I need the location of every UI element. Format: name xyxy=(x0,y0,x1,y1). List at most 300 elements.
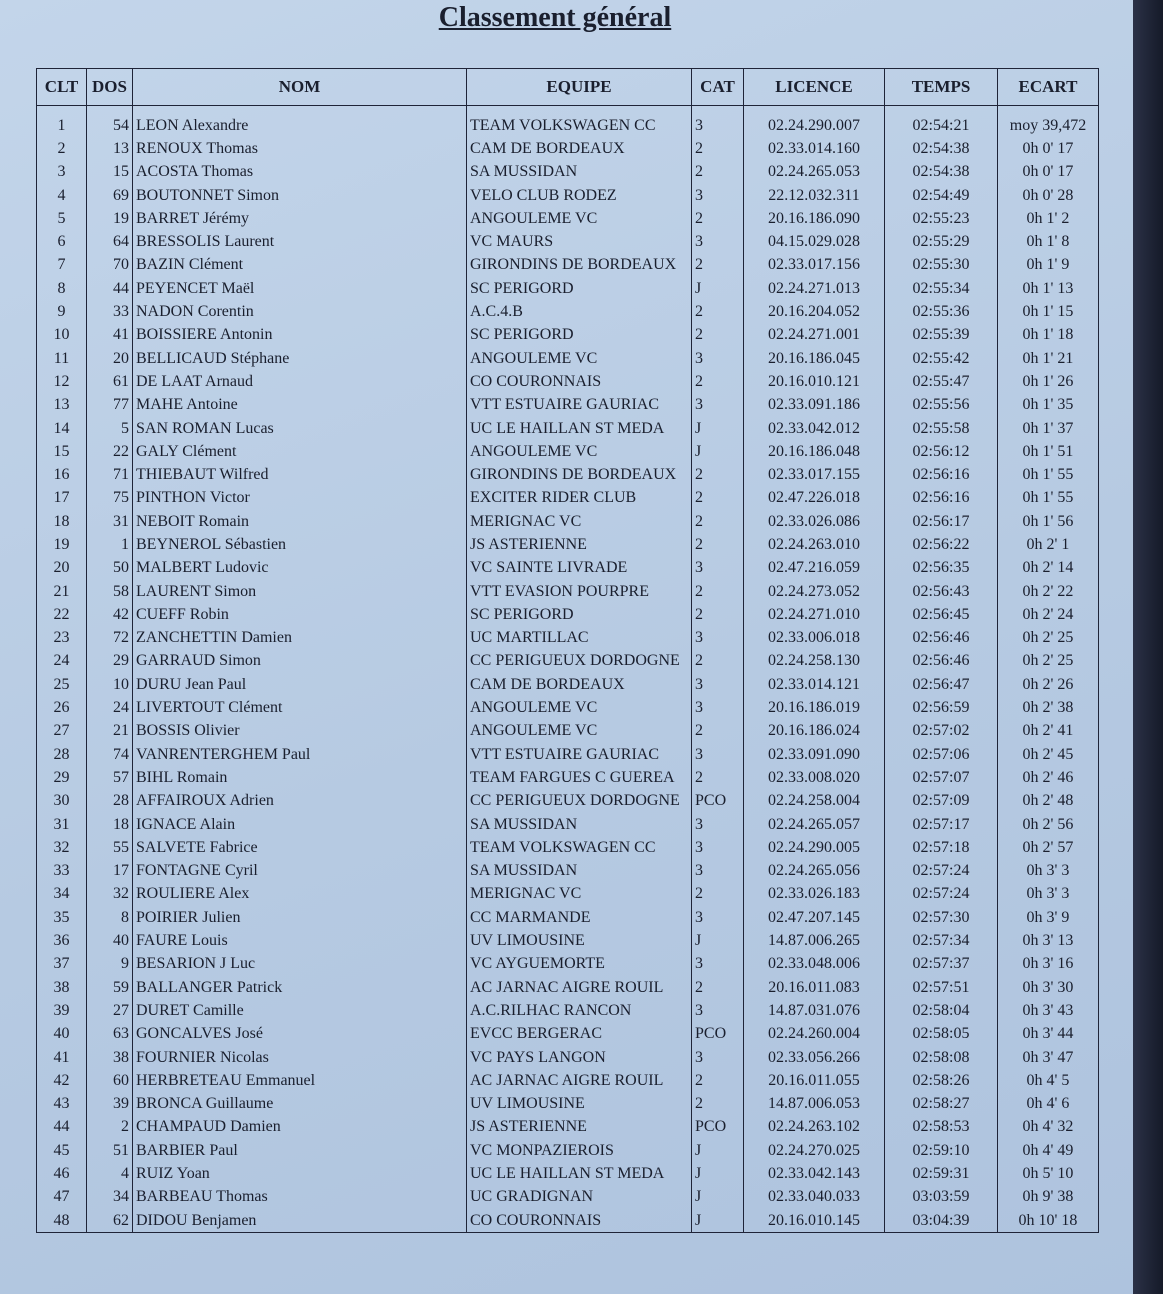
cell-dos: 15 xyxy=(87,161,133,184)
cell-ecart: 0h 1' 51 xyxy=(998,440,1099,463)
cell-nom: DURU Jean Paul xyxy=(133,673,467,696)
cell-dos: 58 xyxy=(87,580,133,603)
cell-licence: 22.12.032.311 xyxy=(744,184,885,207)
cell-equipe: CAM DE BORDEAUX xyxy=(467,137,692,160)
cell-clt: 40 xyxy=(37,1023,87,1046)
cell-clt: 6 xyxy=(37,230,87,253)
cell-cat: 2 xyxy=(692,324,744,347)
cell-licence: 02.24.290.007 xyxy=(744,106,885,138)
cell-clt: 18 xyxy=(37,510,87,533)
cell-temps: 02:55:29 xyxy=(885,230,998,253)
cell-equipe: TEAM VOLKSWAGEN CC xyxy=(467,106,692,138)
cell-ecart: 0h 9' 38 xyxy=(998,1186,1099,1209)
cell-ecart: moy 39,472 xyxy=(998,106,1099,138)
cell-dos: 31 xyxy=(87,510,133,533)
cell-equipe: A.C.4.B xyxy=(467,300,692,323)
table-row xyxy=(37,976,1099,999)
cell-dos: 1 xyxy=(87,533,133,556)
cell-licence: 02.33.040.033 xyxy=(744,1186,885,1209)
cell-temps: 02:56:12 xyxy=(885,440,998,463)
cell-dos: 5 xyxy=(87,417,133,440)
cell-equipe: UC LE HAILLAN ST MEDA xyxy=(467,417,692,440)
cell-cat: 2 xyxy=(692,1069,744,1092)
cell-clt: 26 xyxy=(37,696,87,719)
cell-clt: 9 xyxy=(37,300,87,323)
cell-equipe: EVCC BERGERAC xyxy=(467,1023,692,1046)
cell-cat: 3 xyxy=(692,813,744,836)
table-row xyxy=(37,929,1099,952)
cell-ecart: 0h 2' 46 xyxy=(998,766,1099,789)
table-row xyxy=(37,1092,1099,1115)
cell-ecart: 0h 0' 28 xyxy=(998,184,1099,207)
cell-nom: BAZIN Clément xyxy=(133,254,467,277)
cell-ecart: 0h 1' 56 xyxy=(998,510,1099,533)
cell-cat: 3 xyxy=(692,906,744,929)
table-row xyxy=(37,650,1099,673)
cell-licence: 02.24.273.052 xyxy=(744,580,885,603)
cell-clt: 24 xyxy=(37,650,87,673)
cell-equipe: SC PERIGORD xyxy=(467,324,692,347)
cell-ecart: 0h 1' 21 xyxy=(998,347,1099,370)
cell-clt: 14 xyxy=(37,417,87,440)
cell-dos: 18 xyxy=(87,813,133,836)
table-row xyxy=(37,1209,1099,1233)
cell-dos: 9 xyxy=(87,953,133,976)
cell-dos: 41 xyxy=(87,324,133,347)
cell-temps: 02:58:04 xyxy=(885,999,998,1022)
cell-clt: 28 xyxy=(37,743,87,766)
cell-licence: 02.33.091.090 xyxy=(744,743,885,766)
cell-clt: 42 xyxy=(37,1069,87,1092)
cell-dos: 55 xyxy=(87,836,133,859)
cell-equipe: VTT ESTUAIRE GAURIAC xyxy=(467,394,692,417)
cell-clt: 31 xyxy=(37,813,87,836)
table-row xyxy=(37,533,1099,556)
table-row xyxy=(37,370,1099,393)
cell-clt: 35 xyxy=(37,906,87,929)
cell-dos: 17 xyxy=(87,860,133,883)
cell-cat: 3 xyxy=(692,557,744,580)
cell-equipe: MERIGNAC VC xyxy=(467,510,692,533)
cell-dos: 57 xyxy=(87,766,133,789)
table-row xyxy=(37,999,1099,1022)
cell-nom: GONCALVES José xyxy=(133,1023,467,1046)
cell-ecart: 0h 1' 55 xyxy=(998,463,1099,486)
cell-nom: CHAMPAUD Damien xyxy=(133,1116,467,1139)
cell-temps: 02:55:36 xyxy=(885,300,998,323)
cell-equipe: VC MONPAZIEROIS xyxy=(467,1139,692,1162)
table-row xyxy=(37,324,1099,347)
cell-licence: 20.16.010.145 xyxy=(744,1209,885,1233)
cell-dos: 62 xyxy=(87,1209,133,1233)
table-row xyxy=(37,207,1099,230)
cell-licence: 02.24.271.010 xyxy=(744,603,885,626)
cell-licence: 02.47.207.145 xyxy=(744,906,885,929)
cell-nom: DIDOU Benjamen xyxy=(133,1209,467,1233)
cell-ecart: 0h 2' 56 xyxy=(998,813,1099,836)
cell-dos: 39 xyxy=(87,1092,133,1115)
cell-clt: 48 xyxy=(37,1209,87,1233)
cell-clt: 37 xyxy=(37,953,87,976)
table-row xyxy=(37,860,1099,883)
cell-clt: 46 xyxy=(37,1162,87,1185)
cell-equipe: ANGOULEME VC xyxy=(467,720,692,743)
cell-ecart: 0h 3' 3 xyxy=(998,883,1099,906)
cell-clt: 33 xyxy=(37,860,87,883)
cell-nom: THIEBAUT Wilfred xyxy=(133,463,467,486)
cell-temps: 02:58:26 xyxy=(885,1069,998,1092)
header-temps: TEMPS xyxy=(885,69,998,106)
cell-licence: 02.33.042.012 xyxy=(744,417,885,440)
cell-dos: 19 xyxy=(87,207,133,230)
cell-temps: 02:56:43 xyxy=(885,580,998,603)
table-row xyxy=(37,510,1099,533)
cell-clt: 13 xyxy=(37,394,87,417)
table-row xyxy=(37,300,1099,323)
cell-equipe: UV LIMOUSINE xyxy=(467,929,692,952)
cell-equipe: UV LIMOUSINE xyxy=(467,1092,692,1115)
cell-dos: 33 xyxy=(87,300,133,323)
cell-ecart: 0h 3' 30 xyxy=(998,976,1099,999)
header-ecart: ECART xyxy=(998,69,1099,106)
cell-clt: 34 xyxy=(37,883,87,906)
cell-nom: POIRIER Julien xyxy=(133,906,467,929)
cell-cat: 3 xyxy=(692,347,744,370)
cell-equipe: VC MAURS xyxy=(467,230,692,253)
cell-nom: SAN ROMAN Lucas xyxy=(133,417,467,440)
table-row xyxy=(37,743,1099,766)
cell-cat: 2 xyxy=(692,580,744,603)
cell-ecart: 0h 1' 35 xyxy=(998,394,1099,417)
cell-clt: 39 xyxy=(37,999,87,1022)
cell-ecart: 0h 10' 18 xyxy=(998,1209,1099,1233)
cell-clt: 41 xyxy=(37,1046,87,1069)
cell-ecart: 0h 1' 15 xyxy=(998,300,1099,323)
cell-temps: 02:57:24 xyxy=(885,860,998,883)
cell-temps: 02:57:18 xyxy=(885,836,998,859)
cell-temps: 02:57:09 xyxy=(885,790,998,813)
cell-nom: AFFAIROUX Adrien xyxy=(133,790,467,813)
cell-equipe: UC MARTILLAC xyxy=(467,627,692,650)
cell-temps: 02:55:23 xyxy=(885,207,998,230)
cell-licence: 02.47.226.018 xyxy=(744,487,885,510)
table-row xyxy=(37,906,1099,929)
cell-clt: 21 xyxy=(37,580,87,603)
cell-cat: 3 xyxy=(692,627,744,650)
cell-nom: BOISSIERE Antonin xyxy=(133,324,467,347)
cell-equipe: VTT ESTUAIRE GAURIAC xyxy=(467,743,692,766)
cell-licence: 20.16.010.121 xyxy=(744,370,885,393)
cell-temps: 02:56:47 xyxy=(885,673,998,696)
cell-licence: 02.33.048.006 xyxy=(744,953,885,976)
cell-temps: 02:56:17 xyxy=(885,510,998,533)
cell-clt: 8 xyxy=(37,277,87,300)
cell-dos: 77 xyxy=(87,394,133,417)
cell-nom: FONTAGNE Cyril xyxy=(133,860,467,883)
cell-equipe: VC SAINTE LIVRADE xyxy=(467,557,692,580)
cell-cat: J xyxy=(692,1209,744,1233)
cell-cat: 3 xyxy=(692,743,744,766)
cell-cat: 3 xyxy=(692,999,744,1022)
cell-cat: 3 xyxy=(692,860,744,883)
cell-temps: 02:56:35 xyxy=(885,557,998,580)
cell-ecart: 0h 3' 16 xyxy=(998,953,1099,976)
cell-nom: FAURE Louis xyxy=(133,929,467,952)
cell-cat: 2 xyxy=(692,720,744,743)
table-row xyxy=(37,1162,1099,1185)
cell-licence: 14.87.006.053 xyxy=(744,1092,885,1115)
cell-licence: 20.16.011.055 xyxy=(744,1069,885,1092)
cell-licence: 20.16.011.083 xyxy=(744,976,885,999)
cell-ecart: 0h 2' 38 xyxy=(998,696,1099,719)
cell-dos: 44 xyxy=(87,277,133,300)
cell-nom: MALBERT Ludovic xyxy=(133,557,467,580)
cell-ecart: 0h 2' 26 xyxy=(998,673,1099,696)
cell-licence: 02.33.026.086 xyxy=(744,510,885,533)
table-row xyxy=(37,836,1099,859)
cell-licence: 02.24.265.056 xyxy=(744,860,885,883)
cell-clt: 3 xyxy=(37,161,87,184)
cell-ecart: 0h 1' 9 xyxy=(998,254,1099,277)
cell-temps: 02:56:16 xyxy=(885,487,998,510)
cell-equipe: AC JARNAC AIGRE ROUIL xyxy=(467,976,692,999)
table-row xyxy=(37,417,1099,440)
cell-licence: 02.24.265.053 xyxy=(744,161,885,184)
cell-licence: 02.24.271.013 xyxy=(744,277,885,300)
cell-temps: 02:55:47 xyxy=(885,370,998,393)
cell-ecart: 0h 1' 37 xyxy=(998,417,1099,440)
cell-licence: 02.33.042.143 xyxy=(744,1162,885,1185)
cell-licence: 02.24.258.004 xyxy=(744,790,885,813)
table-row xyxy=(37,1069,1099,1092)
cell-nom: SALVETE Fabrice xyxy=(133,836,467,859)
cell-cat: J xyxy=(692,440,744,463)
table-row xyxy=(37,580,1099,603)
cell-licence: 14.87.031.076 xyxy=(744,999,885,1022)
cell-equipe: CC PERIGUEUX DORDOGNE xyxy=(467,650,692,673)
cell-nom: GALY Clément xyxy=(133,440,467,463)
cell-dos: 24 xyxy=(87,696,133,719)
cell-ecart: 0h 5' 10 xyxy=(998,1162,1099,1185)
cell-cat: 2 xyxy=(692,1092,744,1115)
cell-temps: 02:58:05 xyxy=(885,1023,998,1046)
cell-temps: 02:57:17 xyxy=(885,813,998,836)
cell-ecart: 0h 2' 14 xyxy=(998,557,1099,580)
cell-licence: 02.24.290.005 xyxy=(744,836,885,859)
cell-equipe: CO COURONNAIS xyxy=(467,1209,692,1233)
cell-nom: RENOUX Thomas xyxy=(133,137,467,160)
table-row xyxy=(37,106,1099,138)
table-row xyxy=(37,394,1099,417)
table-row xyxy=(37,1046,1099,1069)
cell-nom: BELLICAUD Stéphane xyxy=(133,347,467,370)
cell-clt: 29 xyxy=(37,766,87,789)
cell-temps: 02:54:38 xyxy=(885,137,998,160)
table-row xyxy=(37,463,1099,486)
cell-temps: 02:58:27 xyxy=(885,1092,998,1115)
table-row xyxy=(37,277,1099,300)
cell-nom: BARBIER Paul xyxy=(133,1139,467,1162)
cell-dos: 72 xyxy=(87,627,133,650)
cell-equipe: VELO CLUB RODEZ xyxy=(467,184,692,207)
cell-clt: 20 xyxy=(37,557,87,580)
cell-nom: LAURENT Simon xyxy=(133,580,467,603)
results-table xyxy=(36,68,1099,1233)
cell-equipe: UC GRADIGNAN xyxy=(467,1186,692,1209)
table-row xyxy=(37,603,1099,626)
cell-nom: CUEFF Robin xyxy=(133,603,467,626)
cell-dos: 21 xyxy=(87,720,133,743)
cell-ecart: 0h 4' 5 xyxy=(998,1069,1099,1092)
cell-cat: 3 xyxy=(692,394,744,417)
cell-licence: 02.24.271.001 xyxy=(744,324,885,347)
cell-equipe: ANGOULEME VC xyxy=(467,440,692,463)
cell-cat: 2 xyxy=(692,650,744,673)
cell-licence: 02.33.056.266 xyxy=(744,1046,885,1069)
cell-cat: PCO xyxy=(692,790,744,813)
cell-temps: 02:57:07 xyxy=(885,766,998,789)
cell-equipe: CAM DE BORDEAUX xyxy=(467,673,692,696)
cell-cat: 2 xyxy=(692,487,744,510)
cell-temps: 03:03:59 xyxy=(885,1186,998,1209)
cell-temps: 02:58:08 xyxy=(885,1046,998,1069)
cell-nom: BESARION J Luc xyxy=(133,953,467,976)
cell-ecart: 0h 2' 45 xyxy=(998,743,1099,766)
cell-ecart: 0h 1' 2 xyxy=(998,207,1099,230)
table-row xyxy=(37,557,1099,580)
results-body xyxy=(37,106,1099,1233)
cell-temps: 02:56:16 xyxy=(885,463,998,486)
cell-cat: 3 xyxy=(692,184,744,207)
cell-ecart: 0h 1' 8 xyxy=(998,230,1099,253)
cell-clt: 7 xyxy=(37,254,87,277)
cell-cat: 2 xyxy=(692,883,744,906)
cell-clt: 44 xyxy=(37,1116,87,1139)
cell-clt: 38 xyxy=(37,976,87,999)
cell-nom: ZANCHETTIN Damien xyxy=(133,627,467,650)
cell-ecart: 0h 2' 41 xyxy=(998,720,1099,743)
cell-licence: 02.24.265.057 xyxy=(744,813,885,836)
cell-dos: 71 xyxy=(87,463,133,486)
table-row xyxy=(37,137,1099,160)
cell-dos: 20 xyxy=(87,347,133,370)
cell-cat: 2 xyxy=(692,976,744,999)
cell-cat: 2 xyxy=(692,161,744,184)
cell-licence: 02.24.263.010 xyxy=(744,533,885,556)
cell-equipe: MERIGNAC VC xyxy=(467,883,692,906)
cell-temps: 02:55:56 xyxy=(885,394,998,417)
cell-clt: 25 xyxy=(37,673,87,696)
cell-nom: BOUTONNET Simon xyxy=(133,184,467,207)
cell-ecart: 0h 1' 26 xyxy=(998,370,1099,393)
table-row xyxy=(37,440,1099,463)
cell-temps: 02:57:06 xyxy=(885,743,998,766)
cell-ecart: 0h 2' 25 xyxy=(998,650,1099,673)
cell-temps: 03:04:39 xyxy=(885,1209,998,1233)
table-row xyxy=(37,1023,1099,1046)
cell-nom: RUIZ Yoan xyxy=(133,1162,467,1185)
table-row xyxy=(37,1186,1099,1209)
cell-cat: J xyxy=(692,417,744,440)
table-row xyxy=(37,720,1099,743)
cell-nom: PINTHON Victor xyxy=(133,487,467,510)
cell-temps: 02:59:31 xyxy=(885,1162,998,1185)
cell-nom: ACOSTA Thomas xyxy=(133,161,467,184)
table-row xyxy=(37,696,1099,719)
cell-nom: PEYENCET Maël xyxy=(133,277,467,300)
cell-clt: 45 xyxy=(37,1139,87,1162)
cell-licence: 02.33.017.156 xyxy=(744,254,885,277)
cell-licence: 02.33.014.160 xyxy=(744,137,885,160)
cell-clt: 22 xyxy=(37,603,87,626)
cell-temps: 02:55:39 xyxy=(885,324,998,347)
cell-nom: BIHL Romain xyxy=(133,766,467,789)
table-row xyxy=(37,953,1099,976)
cell-nom: BARRET Jérémy xyxy=(133,207,467,230)
cell-cat: 3 xyxy=(692,696,744,719)
cell-dos: 51 xyxy=(87,1139,133,1162)
cell-cat: 2 xyxy=(692,207,744,230)
cell-clt: 11 xyxy=(37,347,87,370)
cell-licence: 02.24.260.004 xyxy=(744,1023,885,1046)
cell-equipe: EXCITER RIDER CLUB xyxy=(467,487,692,510)
cell-ecart: 0h 1' 13 xyxy=(998,277,1099,300)
cell-equipe: ANGOULEME VC xyxy=(467,207,692,230)
cell-temps: 02:56:22 xyxy=(885,533,998,556)
cell-temps: 02:57:34 xyxy=(885,929,998,952)
cell-dos: 59 xyxy=(87,976,133,999)
cell-cat: PCO xyxy=(692,1116,744,1139)
cell-nom: VANRENTERGHEM Paul xyxy=(133,743,467,766)
cell-dos: 28 xyxy=(87,790,133,813)
cell-licence: 20.16.204.052 xyxy=(744,300,885,323)
cell-clt: 23 xyxy=(37,627,87,650)
cell-licence: 20.16.186.045 xyxy=(744,347,885,370)
cell-ecart: 0h 1' 55 xyxy=(998,487,1099,510)
header-row xyxy=(37,69,1099,106)
cell-equipe: TEAM FARGUES C GUEREA xyxy=(467,766,692,789)
cell-ecart: 0h 2' 22 xyxy=(998,580,1099,603)
cell-nom: HERBRETEAU Emmanuel xyxy=(133,1069,467,1092)
cell-cat: 2 xyxy=(692,533,744,556)
photo-edge xyxy=(1133,0,1163,1294)
cell-dos: 54 xyxy=(87,106,133,138)
cell-equipe: AC JARNAC AIGRE ROUIL xyxy=(467,1069,692,1092)
cell-clt: 30 xyxy=(37,790,87,813)
cell-equipe: A.C.RILHAC RANCON xyxy=(467,999,692,1022)
cell-dos: 4 xyxy=(87,1162,133,1185)
cell-clt: 47 xyxy=(37,1186,87,1209)
cell-temps: 02:56:46 xyxy=(885,627,998,650)
cell-licence: 02.33.008.020 xyxy=(744,766,885,789)
cell-licence: 20.16.186.024 xyxy=(744,720,885,743)
cell-clt: 32 xyxy=(37,836,87,859)
cell-cat: 3 xyxy=(692,953,744,976)
cell-ecart: 0h 2' 25 xyxy=(998,627,1099,650)
cell-cat: 3 xyxy=(692,230,744,253)
cell-equipe: SC PERIGORD xyxy=(467,277,692,300)
cell-clt: 27 xyxy=(37,720,87,743)
cell-cat: 3 xyxy=(692,106,744,138)
cell-equipe: CC PERIGUEUX DORDOGNE xyxy=(467,790,692,813)
page-title: Classement général xyxy=(438,2,672,33)
table-row xyxy=(37,161,1099,184)
cell-clt: 1 xyxy=(37,106,87,138)
cell-ecart: 0h 2' 1 xyxy=(998,533,1099,556)
cell-licence: 02.24.263.102 xyxy=(744,1116,885,1139)
cell-temps: 02:54:49 xyxy=(885,184,998,207)
cell-ecart: 0h 3' 3 xyxy=(998,860,1099,883)
